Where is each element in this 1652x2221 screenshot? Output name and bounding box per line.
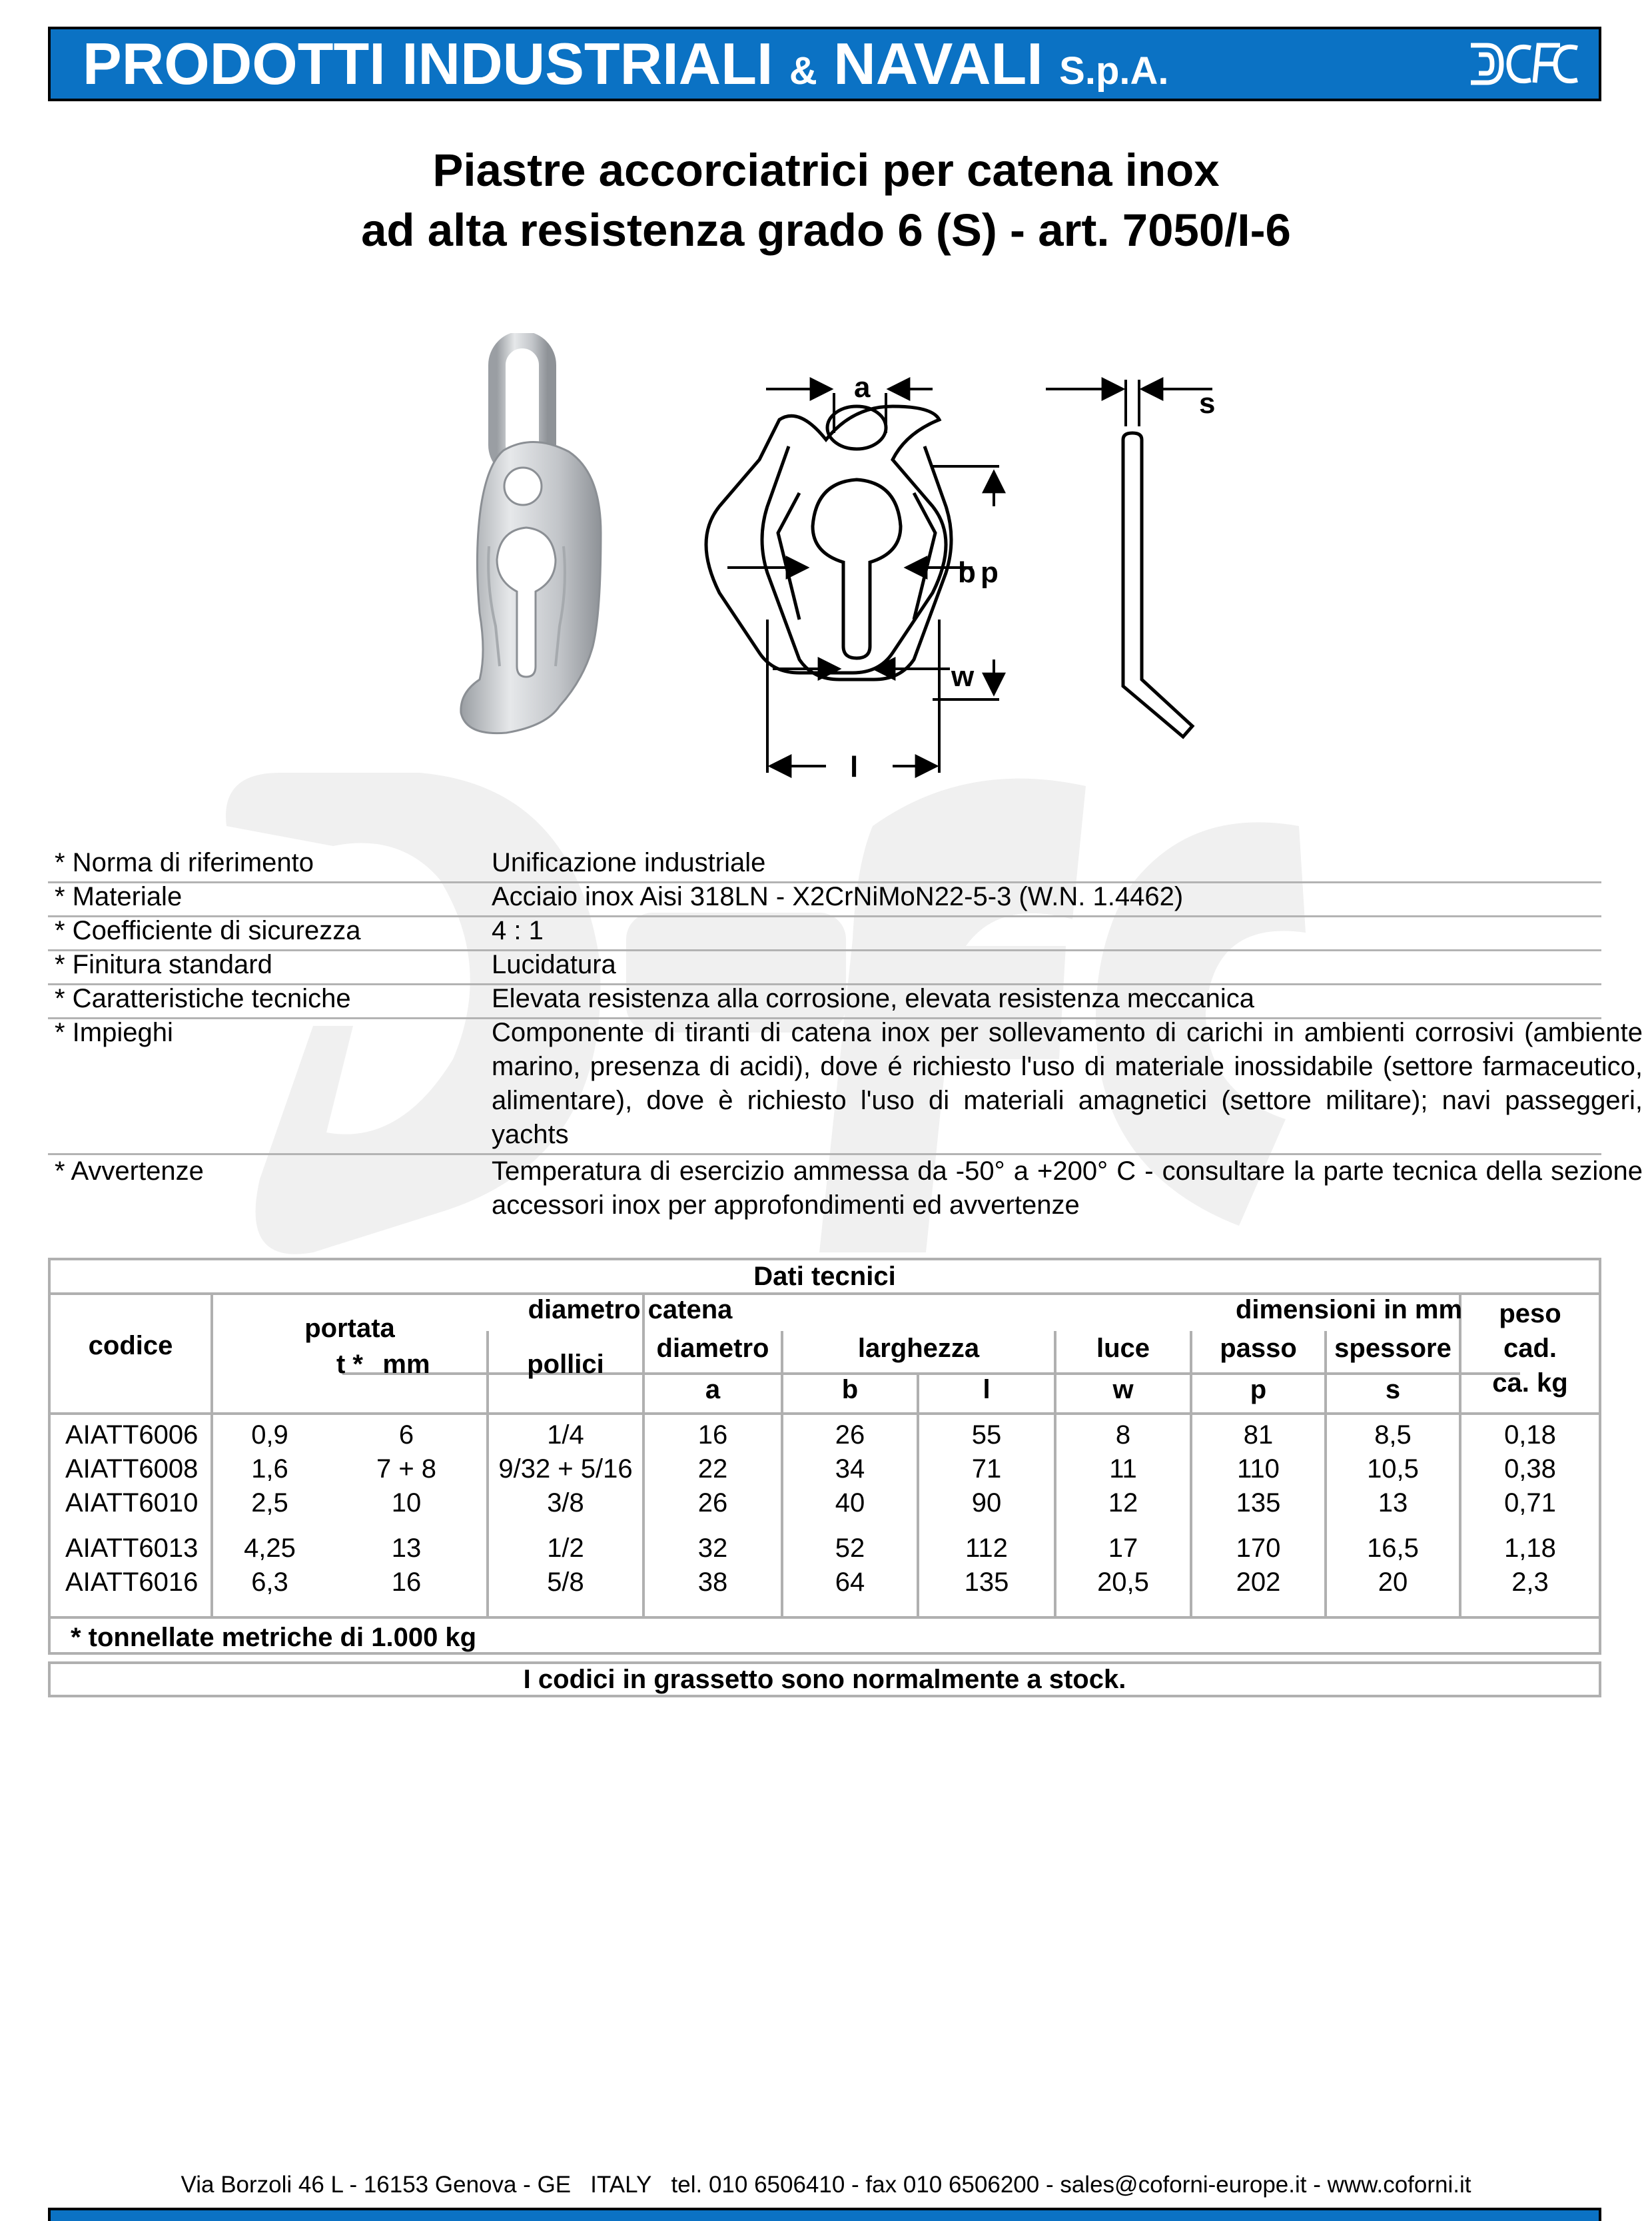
spec-value: 4 : 1 — [492, 916, 544, 945]
header-a: a — [705, 1375, 721, 1404]
cell-b: 26 — [835, 1420, 865, 1450]
cell-w: 17 — [1108, 1534, 1138, 1563]
header-diametro-catena: diametro catena — [528, 1295, 733, 1324]
cell-codice: AIATT6008 — [65, 1454, 199, 1484]
header-l: l — [983, 1375, 991, 1404]
cell-a: 22 — [697, 1454, 728, 1484]
cell-s: 16,5 — [1367, 1534, 1419, 1563]
label-b: b — [958, 556, 976, 589]
plate-side-drawing — [1123, 433, 1192, 737]
cell-w: 12 — [1108, 1488, 1138, 1518]
spec-key: * Coefficiente di sicurezza — [55, 916, 361, 945]
cell-p: 81 — [1243, 1420, 1274, 1450]
header-pollici: pollici — [527, 1350, 604, 1379]
cell-w: 20,5 — [1097, 1567, 1149, 1597]
cell-s: 20 — [1378, 1567, 1408, 1597]
cell-b: 40 — [835, 1488, 865, 1518]
spec-key: * Caratteristiche tecniche — [55, 984, 351, 1013]
cell-mm: 6 — [398, 1420, 414, 1450]
header-mm: mm — [382, 1350, 430, 1379]
header-portata-unit: t * — [336, 1350, 363, 1379]
cell-a: 16 — [697, 1420, 728, 1450]
cell-b: 52 — [835, 1534, 865, 1563]
table-footnote: * tonnellate metriche di 1.000 kg — [71, 1623, 477, 1652]
cell-pollici: 3/8 — [547, 1488, 584, 1518]
label-s: s — [1199, 387, 1216, 420]
header-luce: luce — [1096, 1334, 1150, 1363]
header-spessore: spessore — [1334, 1334, 1451, 1363]
header-peso-cad: cad. — [1503, 1334, 1557, 1363]
cell-b: 64 — [835, 1567, 865, 1597]
cell-pollici: 9/32 + 5/16 — [498, 1454, 633, 1484]
spec-value: Componente di tiranti di catena inox per sollevamento di carichi in ambienti corrosivi (ambiente marino, presenza di acidi), dove é richiesto l'uso di materiale inossidabile (settore farmaceutico, alimentare), dove è richiesto l'uso di materiali amagnetici (settore militare); navi passeggeri, yachts — [492, 1018, 1643, 1149]
cell-peso: 0,38 — [1504, 1454, 1556, 1484]
header-s: s — [1385, 1375, 1401, 1404]
cell-p: 202 — [1236, 1567, 1281, 1597]
header-diametro: diametro — [656, 1334, 769, 1363]
cell-portata: 0,9 — [251, 1420, 288, 1450]
cell-mm: 7 + 8 — [376, 1454, 437, 1484]
company-name: PRODOTTI INDUSTRIALI & NAVALI S.p.A. — [83, 31, 1169, 97]
cell-pollici: 1/4 — [547, 1420, 584, 1450]
stock-note: I codici in grassetto sono normalmente a stock. — [48, 1661, 1601, 1697]
technical-data-table — [48, 1258, 1601, 1655]
company-logo — [1467, 41, 1580, 87]
cell-a: 26 — [697, 1488, 728, 1518]
cell-w: 11 — [1109, 1454, 1137, 1484]
label-w: w — [951, 660, 975, 693]
grid-line — [51, 1412, 1599, 1415]
cell-peso: 0,18 — [1504, 1420, 1556, 1450]
spec-key: * Avvertenze — [55, 1156, 204, 1186]
cell-l: 55 — [971, 1420, 1002, 1450]
label-a: a — [854, 371, 871, 404]
cell-l: 112 — [965, 1534, 1008, 1563]
header-portata: portata — [304, 1314, 395, 1343]
header-codice: codice — [88, 1331, 173, 1360]
cell-mm: 13 — [391, 1534, 422, 1563]
cell-b: 34 — [835, 1454, 865, 1484]
label-p: p — [981, 556, 999, 589]
spec-key: * Impieghi — [55, 1018, 173, 1047]
plate-photo — [461, 340, 601, 733]
cell-portata: 1,6 — [251, 1454, 288, 1484]
cell-portata: 6,3 — [251, 1567, 288, 1597]
cell-mm: 10 — [391, 1488, 422, 1518]
spec-value: Temperatura di esercizio ammessa da -50° a +200° C - consultare la parte tecnica della sezione accessori inox per approfondimenti ed avvertenze — [492, 1156, 1643, 1220]
cell-a: 38 — [697, 1567, 728, 1597]
spec-key: * Norma di riferimento — [55, 848, 314, 877]
spec-value: Elevata resistenza alla corrosione, elevata resistenza meccanica — [492, 984, 1255, 1013]
header-passo: passo — [1220, 1334, 1297, 1363]
cell-codice: AIATT6010 — [65, 1488, 199, 1518]
title-line-1: Piastre accorciatrici per catena inox — [432, 145, 1220, 196]
label-l: l — [850, 751, 859, 783]
cell-portata: 2,5 — [251, 1488, 288, 1518]
cell-peso: 2,3 — [1511, 1567, 1549, 1597]
cell-mm: 16 — [391, 1567, 422, 1597]
spec-value: Lucidatura — [492, 950, 616, 979]
footer-contacts: Via Borzoli 46 L - 16153 Genova - GE ITALY tel. 010 6506410 - fax 010 6506200 - sales@coforni-europe.it - www.coforni.it — [181, 2172, 1471, 2198]
cell-portata: 4,25 — [244, 1534, 296, 1563]
cell-s: 10,5 — [1367, 1454, 1419, 1484]
spec-key: * Materiale — [55, 882, 183, 911]
header-b: b — [841, 1375, 859, 1404]
cell-codice: AIATT6013 — [65, 1534, 199, 1563]
spec-value: Unificazione industriale — [492, 848, 766, 877]
cell-p: 135 — [1236, 1488, 1281, 1518]
cell-l: 135 — [964, 1567, 1009, 1597]
cell-s: 8,5 — [1374, 1420, 1412, 1450]
header-larghezza: larghezza — [857, 1334, 980, 1363]
table-caption: Dati tecnici — [753, 1262, 896, 1291]
title-line-2: ad alta resistenza grado 6 (S) - art. 7050/I-6 — [361, 205, 1291, 256]
cell-codice: AIATT6016 — [65, 1567, 199, 1597]
cell-pollici: 1/2 — [547, 1534, 584, 1563]
cell-w: 8 — [1115, 1420, 1131, 1450]
plate-front-drawing — [706, 406, 951, 679]
cell-codice: AIATT6006 — [65, 1420, 199, 1450]
spec-value: Acciaio inox Aisi 318LN - X2CrNiMoN22-5-3 (W.N. 1.4462) — [492, 882, 1184, 911]
header-w: w — [1112, 1375, 1134, 1404]
spec-key: * Finitura standard — [55, 950, 272, 979]
cell-l: 71 — [971, 1454, 1002, 1484]
cell-peso: 0,71 — [1504, 1488, 1556, 1518]
header-dimensioni: dimensioni in mm — [1235, 1295, 1463, 1324]
footer-bar — [48, 2208, 1601, 2221]
cell-p: 170 — [1236, 1534, 1281, 1563]
header-peso: peso — [1499, 1299, 1561, 1328]
cell-l: 90 — [971, 1488, 1002, 1518]
cell-pollici: 5/8 — [547, 1567, 584, 1597]
cell-peso: 1,18 — [1504, 1534, 1556, 1563]
cell-a: 32 — [697, 1534, 728, 1563]
cell-s: 13 — [1378, 1488, 1408, 1518]
header-p: p — [1250, 1375, 1267, 1404]
grid-line — [51, 1616, 1599, 1619]
header-banner — [48, 27, 1601, 101]
header-peso-kg: ca. kg — [1492, 1368, 1568, 1398]
product-drawings — [426, 333, 1252, 786]
cell-p: 110 — [1237, 1454, 1280, 1484]
